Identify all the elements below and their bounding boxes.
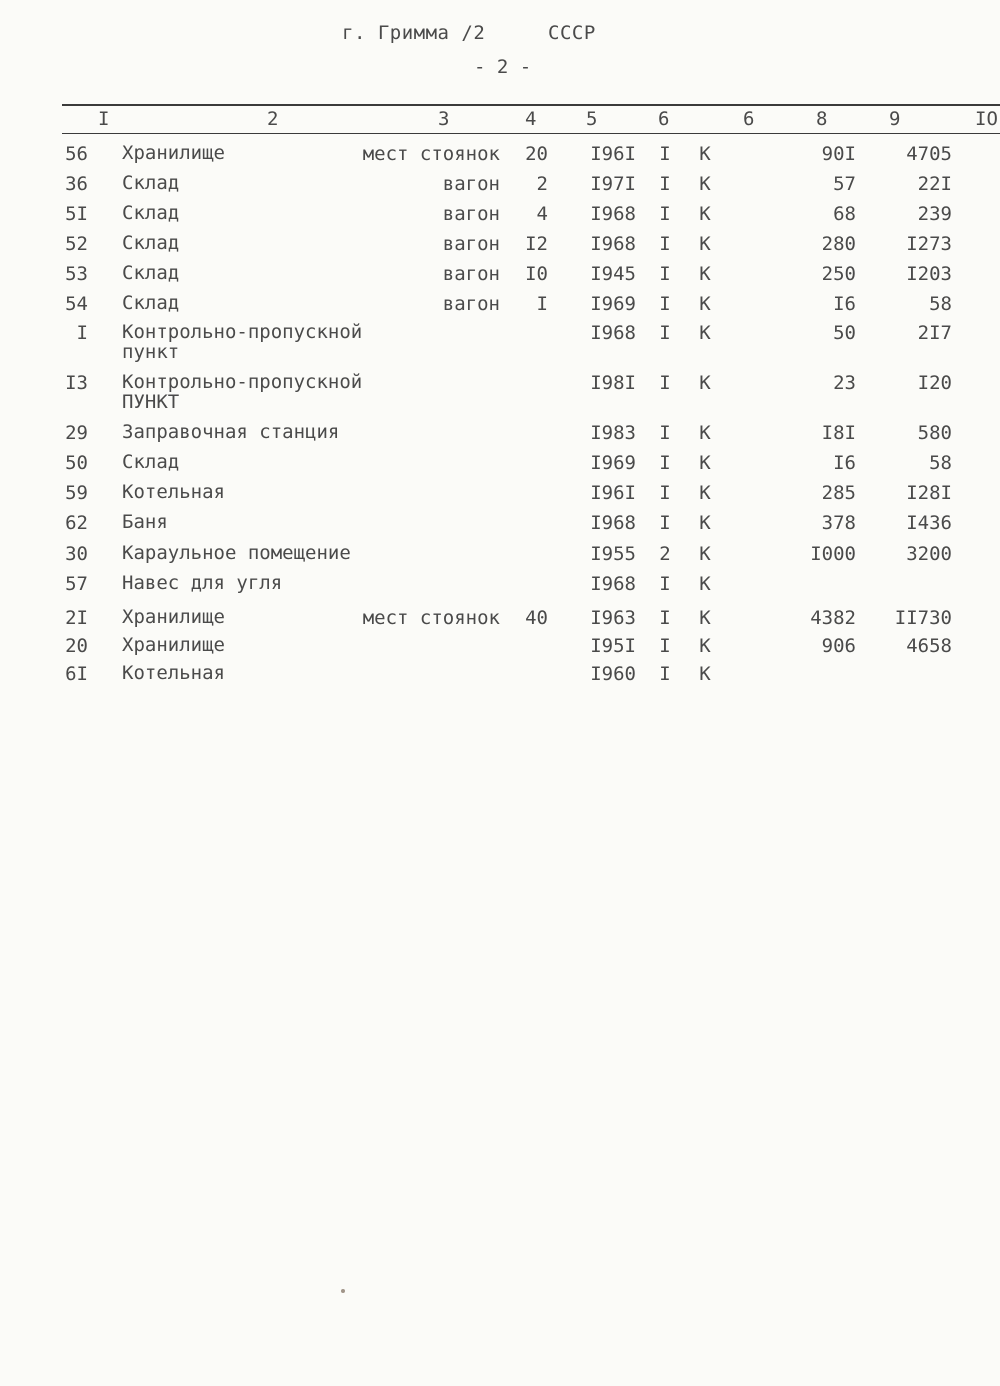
cell-c8: I000 [810,543,856,565]
cell-year: I96I [590,482,636,504]
page-number: - 2 - [474,56,532,78]
cell-year: I963 [590,607,636,629]
cell-c6: I [659,293,671,315]
column-header-9: 9 [889,108,901,130]
cell-name: Хранилище [122,606,225,628]
cell-c8: 50 [833,322,856,344]
cell-c9: I273 [906,233,952,255]
cell-c6: I [659,422,671,444]
cell-c8: I6 [833,293,856,315]
cell-num: 2I [65,607,88,629]
cell-qty: I2 [525,233,548,255]
cell-c7: К [699,293,711,315]
cell-year: I98I [590,372,636,394]
cell-num: 30 [65,543,88,565]
cell-unit: вагон [442,173,500,195]
cell-name: Контрольно-пропускной пункт [122,321,363,363]
cell-year: I969 [590,452,636,474]
cell-num: 56 [65,143,88,165]
cell-num: I [76,322,88,344]
cell-c9: 22I [917,173,952,195]
cell-year: I960 [590,663,636,685]
cell-year: I945 [590,263,636,285]
cell-qty: I [536,293,548,315]
cell-year: I968 [590,233,636,255]
cell-c9: 4658 [906,635,952,657]
cell-c7: К [699,233,711,255]
column-header-8: 8 [816,108,828,130]
cell-c9: 580 [917,422,952,444]
cell-c6: I [659,203,671,225]
cell-qty: 2 [536,173,548,195]
cell-c9: 2I7 [917,322,952,344]
cell-qty: 40 [525,607,548,629]
cell-c7: К [699,322,711,344]
cell-year: I983 [590,422,636,444]
cell-c8: 68 [833,203,856,225]
cell-year: I955 [590,543,636,565]
cell-num: 36 [65,173,88,195]
cell-name: Склад [122,292,180,314]
column-header-2: 2 [267,108,279,130]
cell-c6: I [659,452,671,474]
cell-name: Склад [122,451,180,473]
cell-num: 53 [65,263,88,285]
cell-c9: II730 [894,607,952,629]
cell-c6: I [659,173,671,195]
cell-c8: 285 [821,482,856,504]
column-header-6: 6 [658,108,670,130]
cell-c7: К [699,143,711,165]
cell-c8: 378 [821,512,856,534]
cell-name: Склад [122,172,180,194]
cell-c7: К [699,263,711,285]
cell-c6: I [659,233,671,255]
cell-c6: I [659,482,671,504]
cell-c6: I [659,663,671,685]
cell-unit: вагон [442,263,500,285]
cell-c8: 90I [821,143,856,165]
cell-c7: К [699,607,711,629]
cell-name: Котельная [122,662,225,684]
cell-c8: 250 [821,263,856,285]
cell-unit: мест стоянок [362,607,500,629]
cell-unit: вагон [442,233,500,255]
column-header-4: 4 [525,108,537,130]
column-header-5: 5 [586,108,598,130]
cell-name: Баня [122,511,168,533]
cell-name: Контрольно-пропускной ПУНКТ [122,371,363,413]
cell-unit: вагон [442,293,500,315]
cell-qty: 4 [536,203,548,225]
cell-c9: 4705 [906,143,952,165]
cell-name: Склад [122,232,180,254]
cell-c6: I [659,143,671,165]
cell-c6: 2 [659,543,671,565]
cell-c9: 3200 [906,543,952,565]
cell-c7: К [699,573,711,595]
cell-c9: I203 [906,263,952,285]
cell-c6: I [659,263,671,285]
cell-num: I3 [65,372,88,394]
cell-c8: I6 [833,452,856,474]
cell-year: I968 [590,322,636,344]
cell-qty: I0 [525,263,548,285]
cell-c8: 280 [821,233,856,255]
cell-c7: К [699,372,711,394]
cell-name: Котельная [122,481,225,503]
header-city: г. Гримма /2 [342,22,486,44]
cell-c7: К [699,452,711,474]
cell-c6: I [659,512,671,534]
table-header-rule [62,133,1000,134]
cell-year: I968 [590,512,636,534]
cell-c7: К [699,173,711,195]
cell-year: I968 [590,203,636,225]
cell-c9: 58 [929,293,952,315]
cell-c8: 906 [821,635,856,657]
cell-c7: К [699,203,711,225]
cell-c7: К [699,663,711,685]
cell-num: 57 [65,573,88,595]
cell-unit: вагон [442,203,500,225]
cell-year: I97I [590,173,636,195]
cell-c6: I [659,372,671,394]
cell-c7: К [699,543,711,565]
cell-num: 52 [65,233,88,255]
cell-c9: 239 [917,203,952,225]
cell-year: I968 [590,573,636,595]
cell-num: 5I [65,203,88,225]
cell-num: 20 [65,635,88,657]
cell-c8: 4382 [810,607,856,629]
column-header-10: IO [975,108,998,130]
cell-c7: К [699,635,711,657]
column-header-3: 3 [438,108,450,130]
cell-unit: мест стоянок [362,143,500,165]
column-header-1: I [98,108,110,130]
cell-c8: 57 [833,173,856,195]
cell-c6: I [659,322,671,344]
cell-num: 62 [65,512,88,534]
cell-c9: 58 [929,452,952,474]
cell-c9: I436 [906,512,952,534]
cell-c9: I28I [906,482,952,504]
cell-c7: К [699,482,711,504]
cell-c8: 23 [833,372,856,394]
cell-c6: I [659,607,671,629]
cell-name: Склад [122,202,180,224]
cell-year: I95I [590,635,636,657]
cell-year: I969 [590,293,636,315]
cell-num: 29 [65,422,88,444]
table-top-rule [62,104,1000,106]
cell-name: Склад [122,262,180,284]
cell-c7: К [699,512,711,534]
column-header-7: 6 [743,108,755,130]
cell-name: Навес для угля [122,572,283,594]
cell-c6: I [659,573,671,595]
cell-num: 50 [65,452,88,474]
cell-c7: К [699,422,711,444]
cell-num: 59 [65,482,88,504]
cell-c8: I8I [821,422,856,444]
cell-c9: I20 [917,372,952,394]
header-country: СССР [548,22,596,44]
cell-name: Заправочная станция [122,421,340,443]
cell-num: 6I [65,663,88,685]
paper-speck [341,1289,345,1293]
cell-name: Караульное помещение [122,542,351,564]
cell-name: Хранилище [122,634,225,656]
cell-num: 54 [65,293,88,315]
cell-qty: 20 [525,143,548,165]
cell-c6: I [659,635,671,657]
cell-name: Хранилище [122,142,225,164]
cell-year: I96I [590,143,636,165]
